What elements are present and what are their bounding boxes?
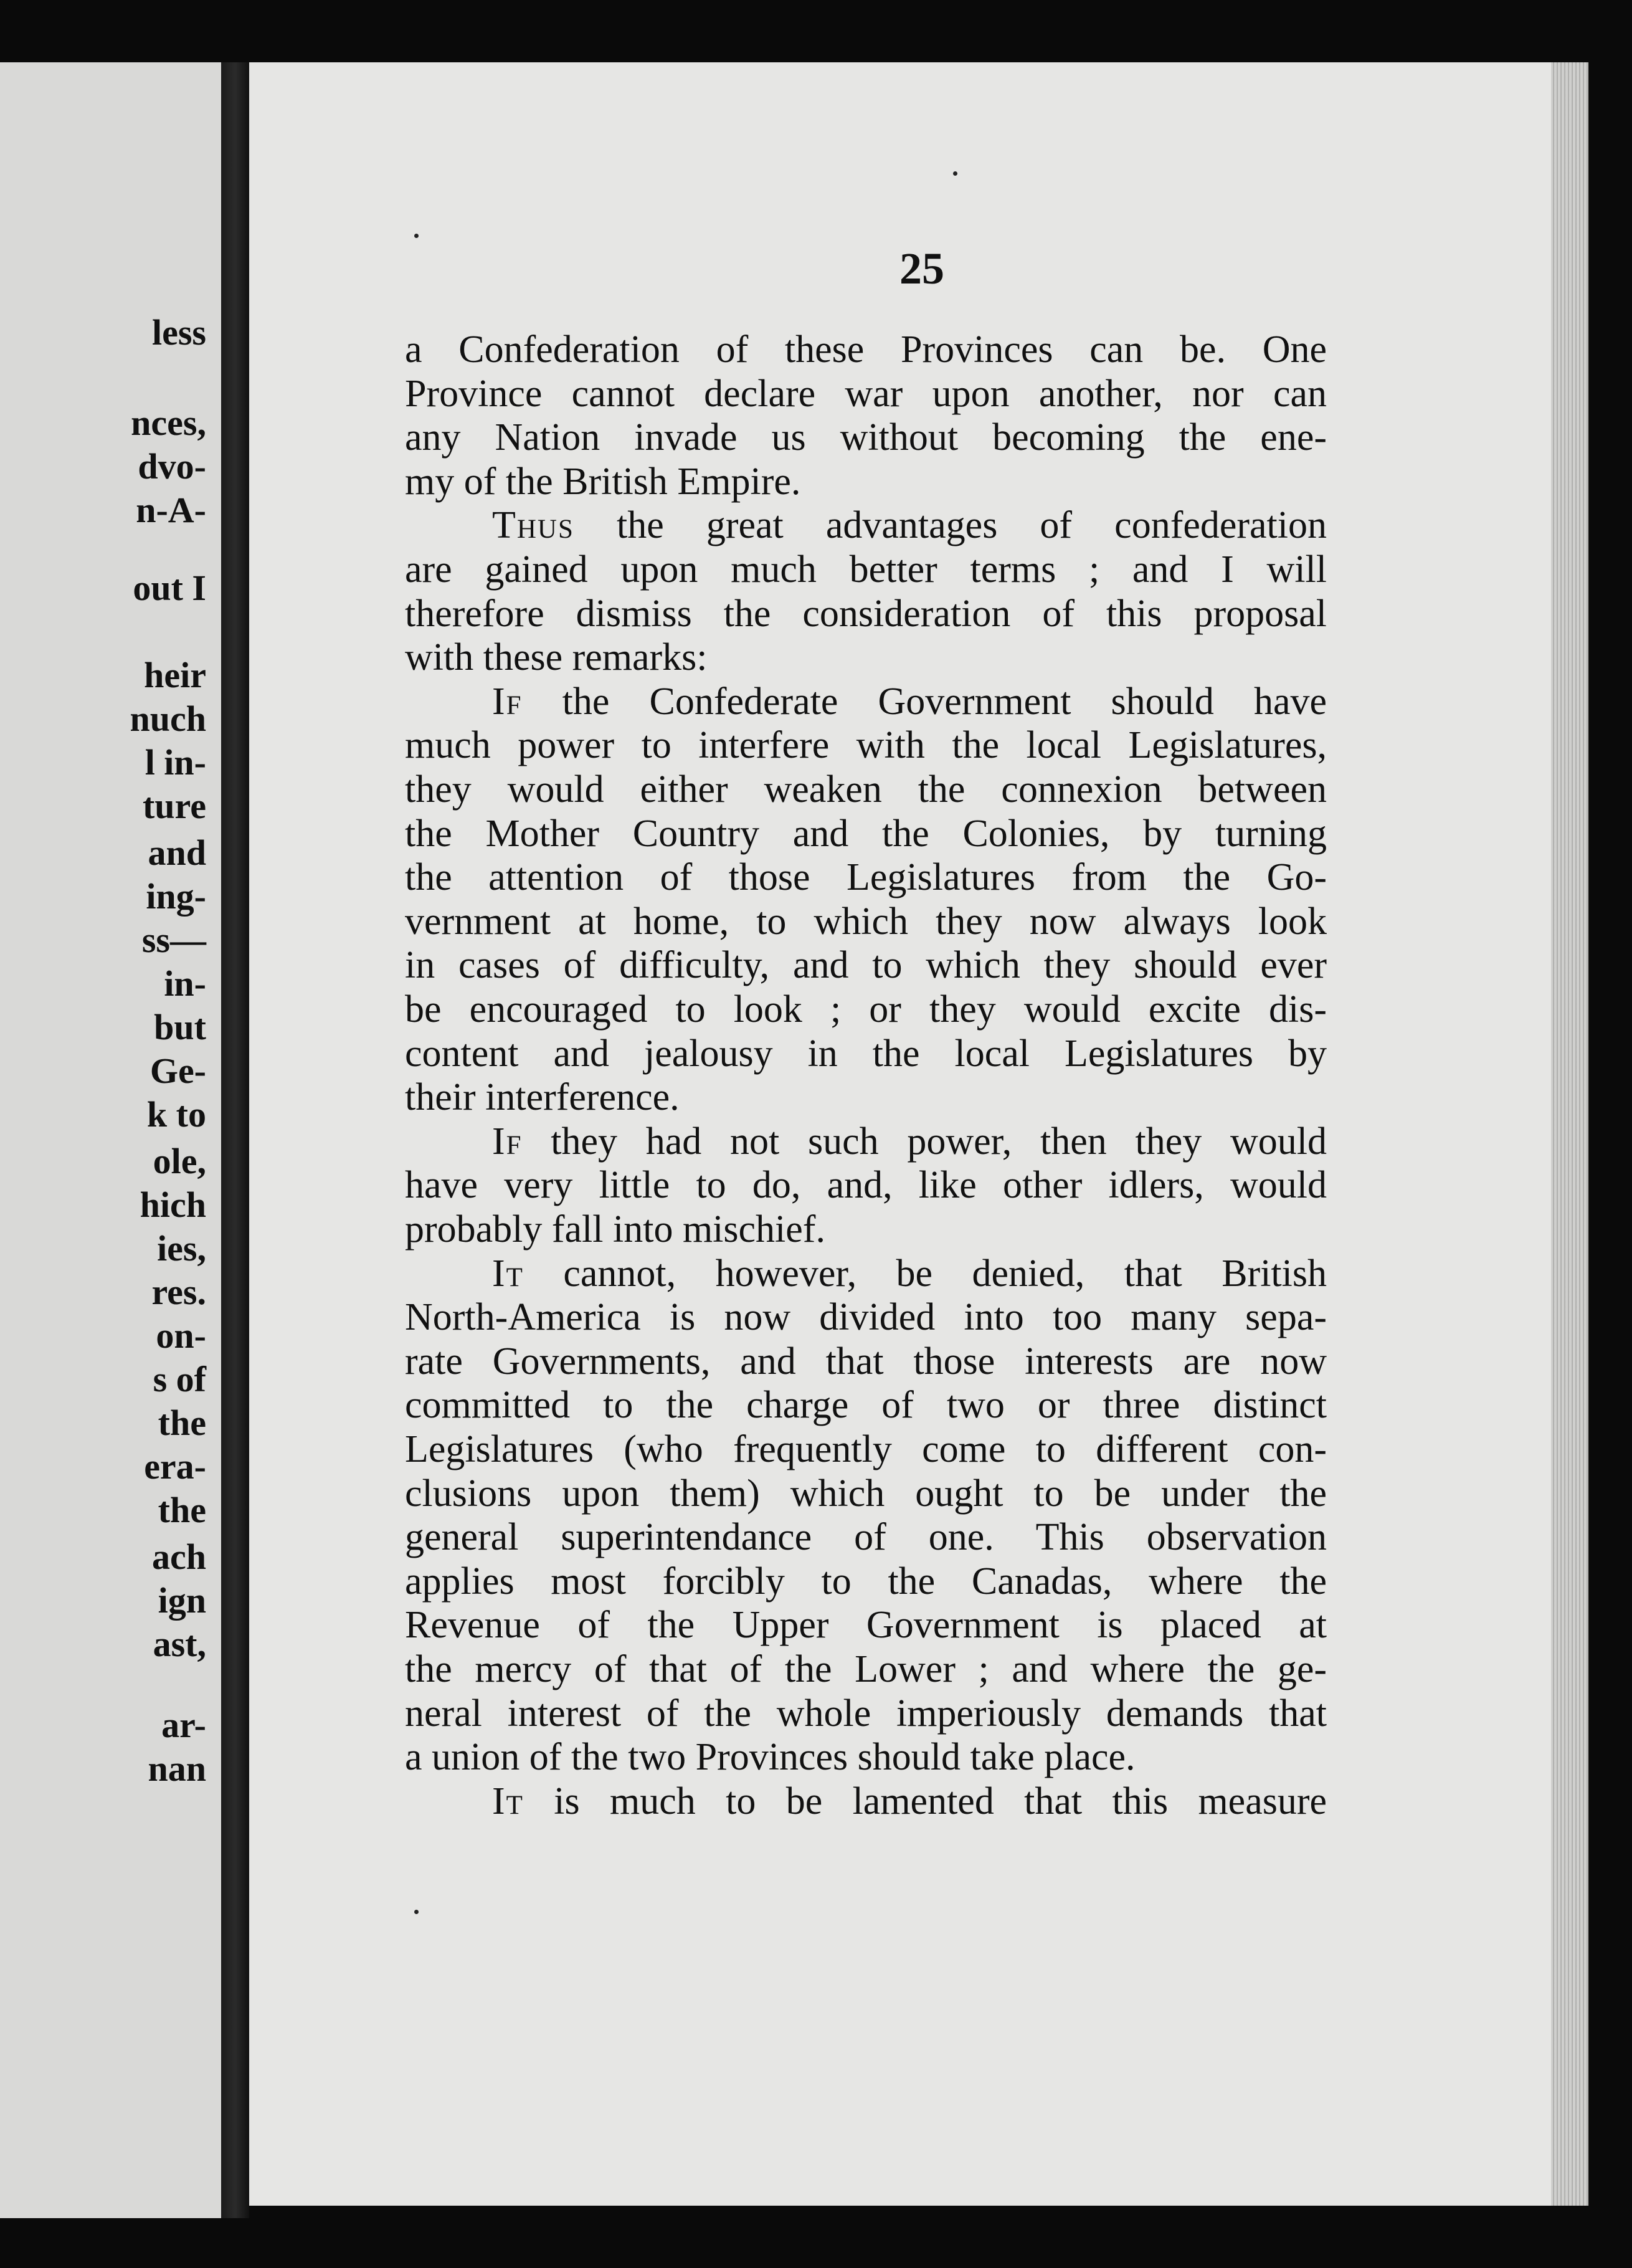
text-line bbox=[405, 1164, 1327, 1207]
paragraph-lead-word: If bbox=[492, 1120, 523, 1163]
text-line bbox=[405, 1430, 1327, 1469]
left-page-fragment: l in- bbox=[145, 742, 206, 783]
left-page-fragment: ign bbox=[158, 1580, 206, 1621]
line-text: the attention of those Legislatures from the Go- bbox=[405, 856, 1327, 899]
left-page-fragment: heir bbox=[144, 655, 206, 695]
left-page-fragment: the bbox=[158, 1403, 206, 1443]
left-page-text-fragments bbox=[1, 62, 206, 2218]
left-page-fragment: the bbox=[158, 1490, 206, 1530]
text-line bbox=[405, 902, 1327, 941]
line-text: are gained upon much better terms ; and I will bbox=[405, 548, 1327, 591]
text-line bbox=[405, 594, 1327, 633]
line-text: they would either weaken the connexion between bbox=[405, 768, 1327, 811]
left-page-fragment: ole, bbox=[153, 1141, 206, 1181]
text-line bbox=[405, 1604, 1327, 1647]
text-line bbox=[405, 1650, 1327, 1689]
text-line bbox=[405, 418, 1327, 457]
paragraph-lead-word: Thus bbox=[492, 504, 574, 547]
left-page-fragment: in- bbox=[164, 963, 206, 1004]
left-page-fragment: n-A- bbox=[136, 490, 206, 530]
text-line bbox=[492, 1254, 1327, 1293]
page-number: 25 bbox=[899, 244, 944, 293]
text-line bbox=[405, 1474, 1327, 1513]
text-line bbox=[405, 944, 1327, 987]
text-line bbox=[405, 374, 1327, 413]
line-text: my of the British Empire. bbox=[405, 460, 801, 503]
text-line bbox=[405, 1342, 1327, 1381]
line-text: clusions upon them) which ought to be under the bbox=[405, 1472, 1327, 1515]
text-line bbox=[405, 770, 1327, 809]
text-line bbox=[405, 1562, 1327, 1601]
left-page-fragment: res. bbox=[151, 1272, 206, 1312]
left-page-fragment: ach bbox=[152, 1537, 206, 1577]
line-text: vernment at home, to which they now always look bbox=[405, 900, 1327, 943]
text-line bbox=[405, 1296, 1327, 1339]
text-line bbox=[405, 1078, 1327, 1117]
text-line bbox=[405, 1736, 1327, 1779]
paragraph-lead-word: It bbox=[492, 1780, 524, 1822]
left-page-fragment: ast, bbox=[153, 1624, 206, 1664]
text-line bbox=[405, 1694, 1327, 1733]
text-line bbox=[405, 814, 1327, 853]
left-page-fragment: out I bbox=[133, 568, 206, 608]
text-line bbox=[492, 1782, 1327, 1821]
line-text: neral interest of the whole imperiously demands that bbox=[405, 1692, 1327, 1735]
line-text: they had not such power, then they would bbox=[551, 1120, 1327, 1163]
line-text: cannot, however, be denied, that British bbox=[563, 1252, 1327, 1295]
ink-speck bbox=[414, 1910, 419, 1914]
text-line bbox=[405, 1384, 1327, 1427]
ink-speck bbox=[414, 234, 419, 238]
left-page-fragment: k to bbox=[146, 1094, 206, 1135]
line-text: a union of the two Provinces should take place. bbox=[405, 1736, 1136, 1779]
text-line bbox=[405, 1034, 1327, 1073]
left-page bbox=[0, 62, 221, 2218]
line-text: in cases of difficulty, and to which they should ever bbox=[405, 944, 1327, 987]
page-edges bbox=[1551, 62, 1588, 2206]
left-page-fragment: on- bbox=[156, 1315, 206, 1356]
line-text: committed to the charge of two or three distinct bbox=[405, 1384, 1327, 1427]
line-text: Revenue of the Upper Government is placed at bbox=[405, 1604, 1327, 1647]
line-text: general superintendance of one. This observation bbox=[405, 1516, 1327, 1559]
paragraph-lead-word: It bbox=[492, 1252, 524, 1295]
line-text: have very little to do, and, like other idlers, would bbox=[405, 1164, 1327, 1207]
ink-speck bbox=[953, 171, 957, 176]
text-line bbox=[405, 1210, 1327, 1249]
line-text: therefore dismiss the consideration of this proposal bbox=[405, 592, 1327, 635]
text-line bbox=[405, 462, 1327, 501]
line-text: much power to interfere with the local Legislatures, bbox=[405, 724, 1327, 767]
line-text: a Confederation of these Provinces can be. One bbox=[405, 328, 1327, 371]
left-page-fragment: era- bbox=[144, 1446, 206, 1487]
text-line bbox=[405, 550, 1327, 589]
text-line bbox=[492, 682, 1327, 721]
text-line bbox=[492, 1122, 1327, 1161]
left-page-fragment: nan bbox=[148, 1748, 206, 1789]
left-page-fragment: ar- bbox=[161, 1705, 206, 1745]
text-line bbox=[405, 638, 1327, 677]
left-page-fragment: ture bbox=[142, 786, 206, 826]
line-text: be encouraged to look ; or they would excite dis- bbox=[405, 988, 1327, 1031]
text-line bbox=[492, 506, 1327, 545]
left-page-fragment: but bbox=[154, 1007, 206, 1047]
left-page-fragment: less bbox=[152, 312, 206, 353]
line-text: any Nation invade us without becoming the ene- bbox=[405, 416, 1327, 459]
line-text: the great advantages of confederation bbox=[617, 504, 1327, 547]
text-line bbox=[405, 330, 1327, 369]
left-page-fragment: nces, bbox=[131, 403, 206, 443]
left-page-fragment: and bbox=[148, 832, 206, 873]
line-text: North-America is now divided into too many sepa- bbox=[405, 1296, 1327, 1339]
line-text: with these remarks: bbox=[405, 636, 708, 679]
text-line bbox=[405, 858, 1327, 897]
left-page-fragment: ies, bbox=[157, 1228, 206, 1269]
left-page-fragment: nuch bbox=[130, 698, 206, 739]
paragraph-lead-word: If bbox=[492, 680, 523, 723]
text-line bbox=[405, 990, 1327, 1029]
line-text: the Mother Country and the Colonies, by turning bbox=[405, 812, 1327, 855]
book-gutter bbox=[221, 62, 249, 2218]
line-text: probably fall into mischief. bbox=[405, 1208, 825, 1251]
left-page-fragment: dvo- bbox=[138, 446, 206, 487]
line-text: content and jealousy in the local Legislatures by bbox=[405, 1032, 1327, 1075]
left-page-fragment: Ge- bbox=[149, 1051, 206, 1091]
left-page-fragment: hich bbox=[140, 1184, 206, 1225]
left-page-fragment: ss— bbox=[141, 920, 206, 960]
text-line bbox=[405, 726, 1327, 765]
line-text: Legislatures (who frequently come to different con- bbox=[405, 1428, 1327, 1470]
line-text: the Confederate Government should have bbox=[562, 680, 1327, 723]
text-line bbox=[405, 1516, 1327, 1559]
line-text: is much to be lamented that this measure bbox=[554, 1780, 1327, 1822]
left-page-fragment: ing- bbox=[146, 876, 206, 917]
line-text: applies most forcibly to the Canadas, where the bbox=[405, 1560, 1327, 1603]
left-page-fragment: s of bbox=[153, 1359, 206, 1399]
right-page bbox=[249, 62, 1588, 2206]
line-text: the mercy of that of the Lower ; and where the ge- bbox=[405, 1648, 1327, 1690]
line-text: rate Governments, and that those interests are now bbox=[405, 1340, 1327, 1383]
line-text: their interference. bbox=[405, 1076, 680, 1119]
line-text: Province cannot declare war upon another, nor can bbox=[405, 372, 1327, 415]
